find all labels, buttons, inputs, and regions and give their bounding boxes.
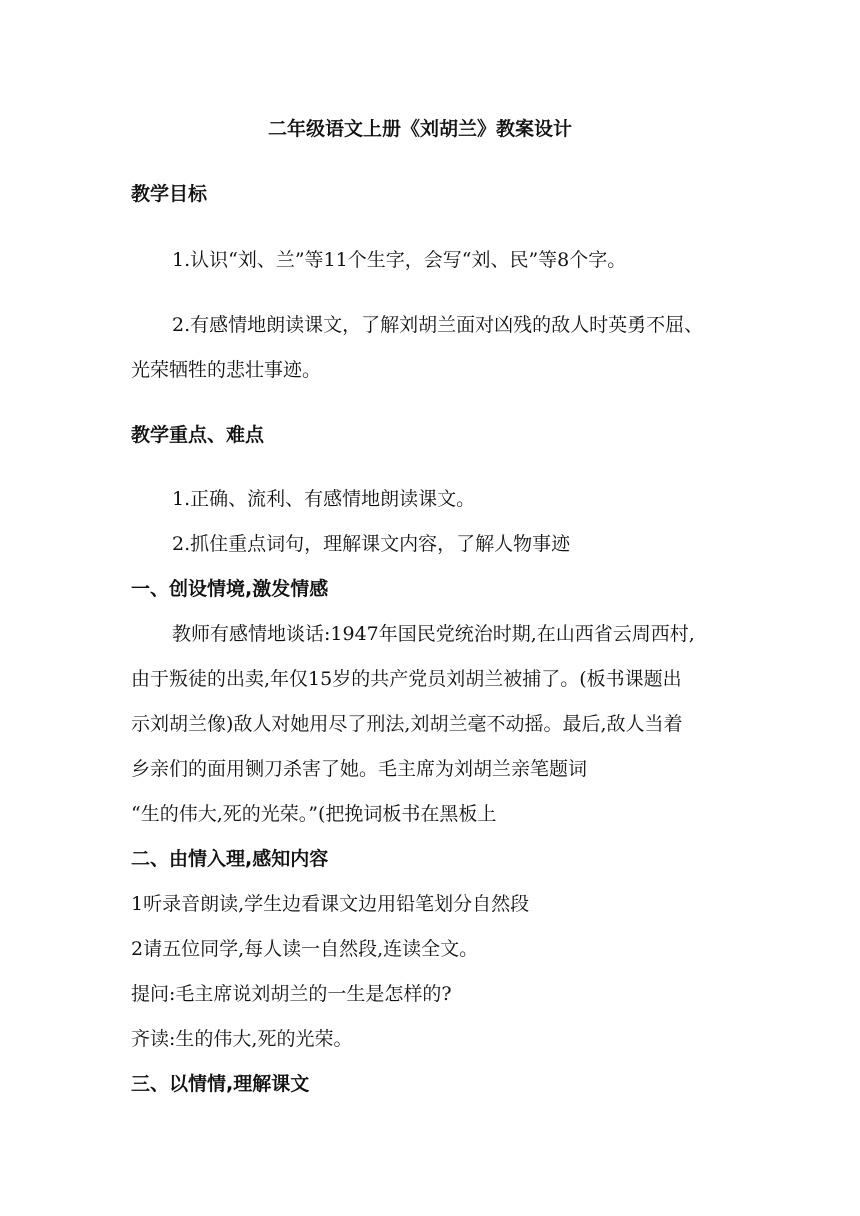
part1-line-1: 教师有感情地谈话:1947年国民党统治时期,在山西省云周西村, — [172, 623, 695, 645]
key-points-item-2: 2.抓住重点词句，理解课文内容，了解人物事迹 — [172, 533, 571, 555]
part1-line-4: 乡亲们的面用铡刀杀害了她。毛主席为刘胡兰亲笔题词 — [131, 758, 588, 780]
part1-line-2: 由于叛徒的出卖,年仅15岁的共产党员刘胡兰被捕了。(板书课题出 — [131, 668, 682, 690]
key-points-heading: 教学重点、难点 — [131, 424, 265, 446]
part2-line-2: 2请五位同学,每人读一自然段,连读全文。 — [131, 938, 479, 960]
part1-line-3: 示刘胡兰像)敌人对她用尽了刑法,刘胡兰毫不动摇。最后,敌人当着 — [131, 713, 683, 735]
objectives-heading: 教学目标 — [131, 183, 208, 205]
objectives-item-2-line-1: 2.有感情地朗读课文，了解刘胡兰面对凶残的敌人时英勇不屈、 — [172, 314, 704, 336]
part3-heading: 三、以情情,理解课文 — [131, 1073, 310, 1095]
part1-line-5: “生的伟大,死的光荣。”(把挽词板书在黑板上 — [131, 803, 497, 825]
part2-line-3: 提问:毛主席说刘胡兰的一生是怎样的? — [131, 983, 452, 1005]
objectives-item-2-line-2: 光荣牺牲的悲壮事迹。 — [131, 359, 322, 381]
objectives-item-1: 1.认识“刘、兰”等11个生字，会写“刘、民”等8个字。 — [172, 249, 627, 271]
part2-line-1: 1听录音朗读,学生边看课文边用铅笔划分自然段 — [131, 893, 530, 915]
key-points-item-1: 1.正确、流利、有感情地朗读课文。 — [172, 488, 476, 510]
part2-line-4: 齐读:生的伟大,死的光荣。 — [131, 1028, 353, 1050]
part2-heading: 二、由情入理,感知内容 — [131, 848, 329, 870]
part1-heading: 一、创设情境,激发情感 — [131, 578, 329, 600]
document-title: 二年级语文上册《刘胡兰》教案设计 — [268, 118, 573, 140]
